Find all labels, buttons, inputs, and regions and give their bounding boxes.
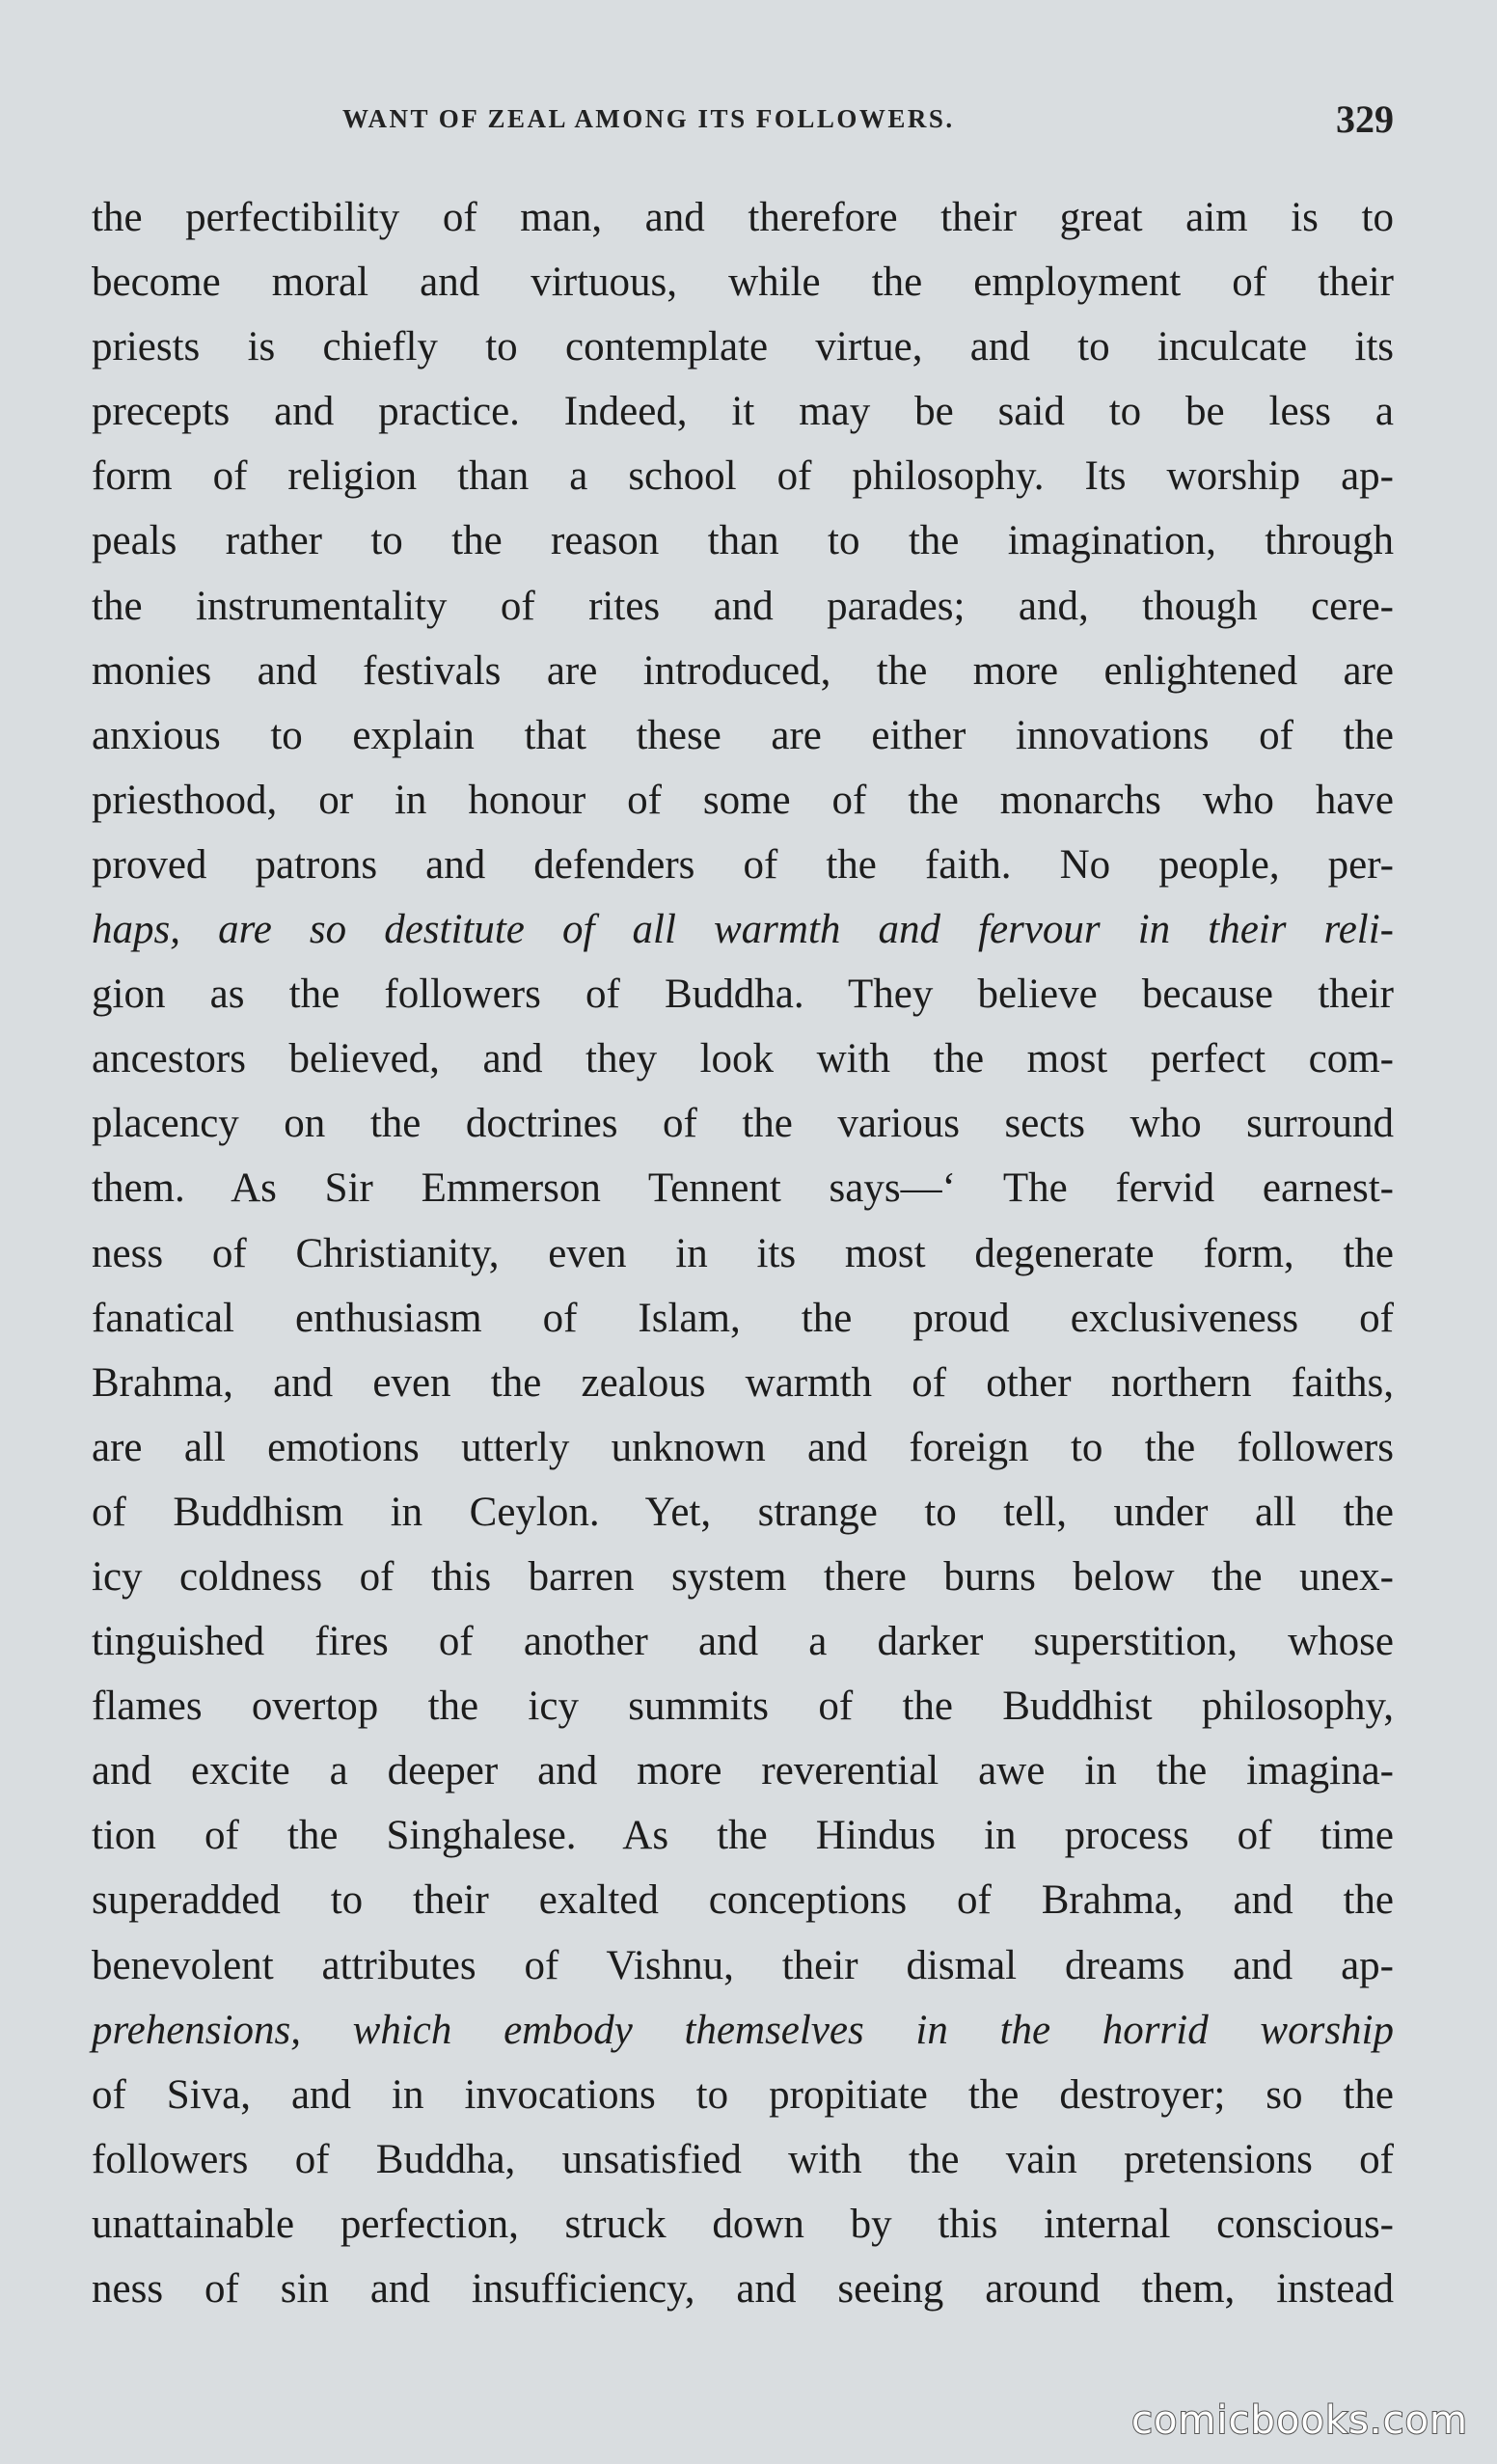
text-line: proved patrons and defenders of the faith. No people, per-: [92, 841, 1394, 888]
text-line: the instrumentality of rites and parades; and, though cere-: [92, 583, 1394, 629]
text-line: flames overtop the icy summits of the Buddhist philosophy,: [92, 1684, 1394, 1730]
text-line: tion of the Singhalese. As the Hindus in process of time: [92, 1813, 1394, 1859]
text-line: of Buddhism in Ceylon. Yet, strange to tell, under all the: [92, 1489, 1394, 1535]
text-line: monies and festivals are introduced, the more enlightened are: [92, 647, 1394, 694]
text-line: icy coldness of this barren system there burns below the unex-: [92, 1553, 1394, 1600]
text-line: prehensions, which embody themselves in the horrid worship: [92, 2007, 1394, 2053]
text-line: haps, are so destitute of all warmth and fervour in their reli-: [92, 907, 1394, 953]
text-line: followers of Buddha, unsatisfied with the vain pretensions of: [92, 2136, 1394, 2182]
text-line: anxious to explain that these are either innovations of the: [92, 712, 1394, 758]
page-header: [92, 96, 1394, 154]
text-line: them. As Sir Emmerson Tennent says—‘ The fervid earnest-: [92, 1165, 1394, 1212]
text-line: peals rather to the reason than to the imagination, through: [92, 518, 1394, 564]
text-line: Brahma, and even the zealous warmth of other northern faiths,: [92, 1359, 1394, 1406]
text-line: ancestors believed, and they look with the most perfect com-: [92, 1036, 1394, 1082]
text-line: unattainable perfection, struck down by this internal conscious-: [92, 2201, 1394, 2247]
text-line: the perfectibility of man, and therefore their great aim is to: [92, 195, 1394, 240]
body-text: [92, 185, 1394, 2321]
page-number: 329: [1336, 97, 1394, 141]
text-line: superadded to their exalted conceptions of Brahma, and the: [92, 1877, 1394, 1924]
text-line: ness of sin and insufficiency, and seeing around them, instead: [92, 2266, 1394, 2312]
text-line: gion as the followers of Buddha. They believe because their: [92, 972, 1394, 1018]
text-line: priesthood, or in honour of some of the monarchs who have: [92, 777, 1394, 823]
text-line: precepts and practice. Indeed, it may be said to be less a: [92, 389, 1394, 435]
text-line: become moral and virtuous, while the employment of their: [92, 260, 1394, 306]
watermark-logo: comicbooks.com: [1130, 2398, 1468, 2443]
text-line: tinguished fires of another and a darker superstition, whose: [92, 1619, 1394, 1665]
text-line: of Siva, and in invocations to propitiate the destroyer; so the: [92, 2071, 1394, 2118]
text-line: priests is chiefly to contemplate virtue, and to inculcate its: [92, 324, 1394, 370]
text-line: and excite a deeper and more reverential awe in the imagina-: [92, 1748, 1394, 1794]
text-line: benevolent attributes of Vishnu, their dismal dreams and ap-: [92, 1942, 1394, 1988]
text-line: ness of Christianity, even in its most degenerate form, the: [92, 1230, 1394, 1276]
text-line: form of religion than a school of philosophy. Its worship ap-: [92, 453, 1394, 500]
text-line: are all emotions utterly unknown and foreign to the followers: [92, 1424, 1394, 1470]
running-head: WANT OF ZEAL AMONG ITS FOLLOWERS.: [342, 104, 955, 133]
text-line: fanatical enthusiasm of Islam, the proud exclusiveness of: [92, 1295, 1394, 1341]
text-line: placency on the doctrines of the various sects who surround: [92, 1101, 1394, 1147]
